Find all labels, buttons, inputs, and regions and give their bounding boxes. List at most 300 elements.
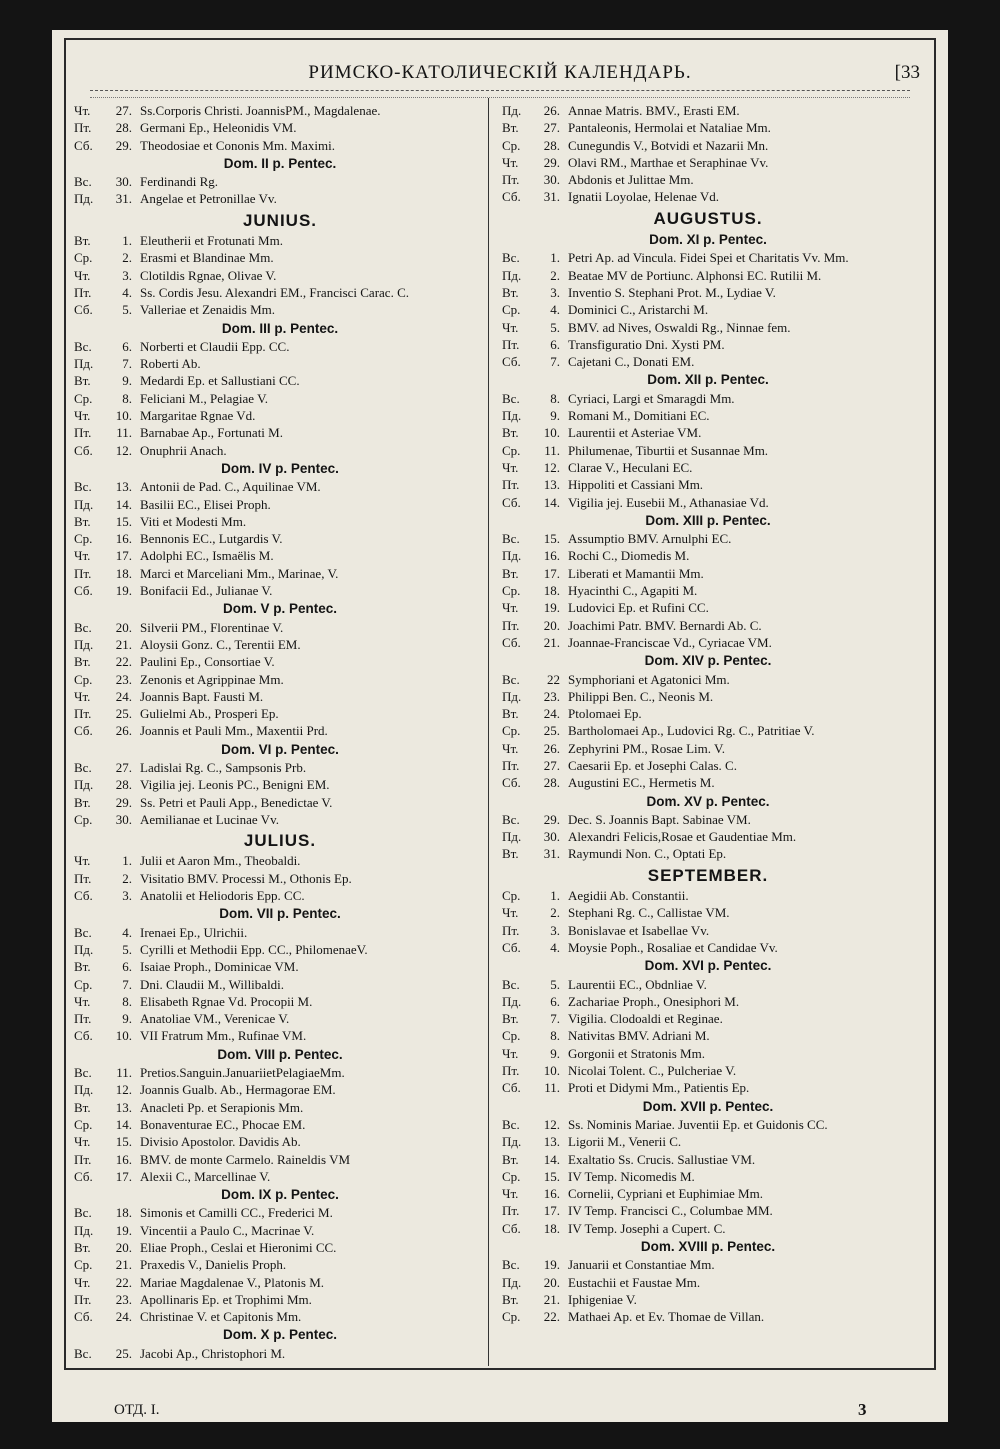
day-number: 19. [543, 1257, 560, 1273]
day-number: 17. [115, 1168, 132, 1184]
sunday-heading: Dom. XVI p. Pentec. [644, 958, 772, 974]
calendar-entry [502, 1202, 914, 1219]
saints-text: Nativitas BMV. Adriani M. [568, 1028, 710, 1044]
saints-text: Angelae et Petronillae Vv. [140, 191, 277, 207]
weekday-label: Вт. [74, 1240, 91, 1255]
day-number: 24. [543, 706, 560, 722]
day-number: 13. [543, 477, 560, 493]
weekday-label: Пд. [74, 356, 94, 372]
saints-text: Laurentii EC., Obdnliae V. [568, 976, 707, 992]
saints-text: Cornelii, Cypriani et Euphimiae Mm. [568, 1186, 763, 1202]
saints-text: Mariae Magdalenae V., Platonis M. [140, 1274, 325, 1290]
calendar-entry [502, 1220, 914, 1237]
day-number: 21. [115, 636, 132, 652]
header-ornament [90, 90, 910, 98]
weekday-label: Ср. [74, 671, 93, 687]
saints-text: Zachariae Proph., Onesiphori M. [568, 993, 740, 1009]
calendar-entry [502, 1062, 914, 1079]
calendar-entry [502, 740, 914, 757]
day-number: 1. [122, 853, 132, 869]
weekday-label: Вт. [502, 846, 519, 862]
weekday-label: Ср. [74, 976, 93, 992]
sunday-heading: Dom. XVII p. Pentec. [642, 1098, 774, 1114]
day-number: 28. [115, 120, 132, 136]
calendar-entry [502, 1274, 914, 1291]
section-label: ОТД. I. [114, 1402, 160, 1418]
calendar-entry [502, 424, 914, 441]
day-number: 30. [115, 174, 132, 190]
day-number: 29. [543, 811, 560, 827]
saints-text: Theodosiae et Cononis Mm. Maximi. [140, 137, 335, 153]
day-number: 9. [122, 1011, 132, 1027]
saints-text: Isaiae Proph., Dominicae VM. [140, 959, 299, 975]
day-number: 31. [543, 846, 560, 862]
calendar-entry [502, 154, 914, 171]
calendar-entry [502, 845, 914, 862]
saints-text: Roberti Ab. [140, 356, 201, 372]
calendar-entry [74, 338, 486, 355]
calendar-entry [502, 582, 914, 599]
saints-text: Marci et Marceliani Mm., Marinae, V. [140, 565, 339, 581]
saints-text: Aloysii Gonz. C., Terentii EM. [140, 636, 301, 652]
saints-text: Gorgonii et Stratonis Mm. [568, 1045, 705, 1061]
calendar-entry [502, 1116, 914, 1133]
saints-text: Bonislavae et Isabellae Vv. [568, 922, 710, 938]
day-number: 31. [543, 189, 560, 205]
weekday-label: Пт. [74, 120, 92, 136]
calendar-entry [502, 319, 914, 336]
weekday-label: Чт. [502, 459, 519, 475]
sunday-heading: Dom. III p. Pentec. [221, 320, 339, 336]
day-number: 27. [115, 103, 132, 118]
day-number: 20. [543, 1274, 560, 1290]
calendar-entry [502, 1027, 914, 1044]
saints-text: Divisio Apostolor. Davidis Ab. [140, 1134, 301, 1150]
day-number: 31. [115, 191, 132, 207]
saints-text: Ladislai Rg. C., Sampsonis Prb. [140, 759, 307, 775]
calendar-entry [502, 1168, 914, 1185]
day-number: 27. [543, 120, 560, 136]
weekday-label: Пд. [74, 1222, 94, 1238]
saints-text: Vigilia jej. Leonis PC., Benigni EM. [140, 777, 330, 793]
saints-text: Ferdinandi Rg. [140, 174, 218, 190]
saints-text: Jacobi Ap., Christophori M. [140, 1345, 286, 1361]
calendar-entry [502, 887, 914, 904]
day-number: 26. [543, 740, 560, 756]
saints-text: BMV. de monte Carmelo. Raineldis VM [140, 1151, 351, 1167]
saints-text: Gulielmi Ab., Prosperi Ep. [140, 706, 279, 722]
saints-text: Transfiguratio Dni. Xysti PM. [568, 336, 725, 352]
calendar-entry [502, 476, 914, 493]
weekday-label: Ср. [74, 250, 93, 266]
calendar-entry [74, 137, 486, 154]
calendar-entry [74, 1308, 486, 1325]
day-number: 16. [115, 1151, 132, 1167]
calendar-entry [74, 1222, 486, 1239]
day-number: 18. [115, 1205, 132, 1221]
calendar-entry [74, 284, 486, 301]
saints-text: Christinae V. et Capitonis Mm. [140, 1309, 302, 1325]
weekday-label: Пт. [74, 425, 92, 441]
weekday-label: Сб. [74, 723, 93, 739]
day-number: 13. [115, 1099, 132, 1115]
weekday-label: Вт. [74, 654, 91, 670]
saints-text: Alexii C., Marcellinae V. [140, 1168, 271, 1184]
weekday-label: Вт. [74, 233, 91, 249]
weekday-label: Ср. [502, 137, 521, 153]
weekday-label: Сб. [74, 1168, 93, 1184]
day-number: 26. [115, 723, 132, 739]
day-number: 2. [550, 905, 560, 921]
day-number: 12. [115, 442, 132, 458]
weekday-label: Вс. [502, 671, 520, 687]
weekday-label: Вт. [502, 706, 519, 722]
calendar-entry [502, 137, 914, 154]
calendar-page [52, 30, 948, 1422]
calendar-entry [502, 922, 914, 939]
sunday-heading: Dom. XIV p. Pentec. [644, 653, 772, 669]
weekday-label: Сб. [502, 189, 521, 205]
weekday-label: Сб. [74, 442, 93, 458]
day-number: 20. [115, 619, 132, 635]
weekday-label: Чт. [74, 548, 91, 564]
day-number: 14. [543, 1151, 560, 1167]
weekday-label: Ср. [502, 583, 521, 599]
day-number: 4. [122, 284, 132, 300]
column-divider [488, 98, 489, 1366]
weekday-label: Вт. [502, 284, 519, 300]
weekday-label: Пт. [502, 336, 520, 352]
sunday-heading: Dom. XIII p. Pentec. [645, 512, 771, 528]
calendar-entry [74, 794, 486, 811]
saints-text: Vigilia. Clodoaldi et Reginae. [568, 1011, 723, 1027]
calendar-entry [74, 565, 486, 582]
weekday-label: Чт. [74, 103, 91, 118]
day-number: 6. [122, 959, 132, 975]
calendar-entry [74, 173, 486, 190]
day-number: 5. [122, 941, 132, 957]
day-number: 30. [543, 172, 560, 188]
saints-text: Clotildis Rgnae, Olivae V. [140, 267, 277, 283]
day-number: 25. [115, 1345, 132, 1361]
saints-text: Augustini EC., Hermetis M. [568, 775, 715, 791]
weekday-label: Пт. [74, 284, 92, 300]
calendar-entry [74, 267, 486, 284]
weekday-label: Вс. [74, 479, 92, 495]
day-number: 7. [550, 1011, 560, 1027]
calendar-entry [502, 705, 914, 722]
calendar-entry [502, 1256, 914, 1273]
calendar-entry [74, 513, 486, 530]
weekday-label: Вт. [502, 1291, 519, 1307]
sunday-heading: Dom. VII p. Pentec. [219, 906, 341, 922]
sunday-heading: Dom. X p. Pentec. [222, 1327, 338, 1343]
weekday-label: Пт. [502, 757, 520, 773]
saints-text: Cyriaci, Largi et Smaragdi Mm. [568, 390, 735, 406]
weekday-label: Чт. [502, 905, 519, 921]
saints-text: Joannis Bapt. Fausti M. [140, 688, 264, 704]
calendar-entry [74, 478, 486, 495]
month-heading: SEPTEMBER. [647, 865, 769, 885]
day-number: 15. [543, 531, 560, 547]
sunday-heading: Dom. VIII p. Pentec. [217, 1046, 343, 1062]
calendar-entry [502, 722, 914, 739]
calendar-entry [74, 722, 486, 739]
day-number: 5. [122, 302, 132, 318]
saints-text: Dni. Claudii M., Willibaldi. [140, 976, 285, 992]
weekday-label: Ср. [502, 1168, 521, 1184]
weekday-label: Вс. [74, 759, 92, 775]
day-number: 28. [115, 777, 132, 793]
weekday-label: Вт. [74, 794, 91, 810]
calendar-entry [502, 249, 914, 266]
weekday-label: Пд. [74, 191, 94, 207]
calendar-entry [502, 774, 914, 791]
saints-text: Julii et Aaron Mm., Theobaldi. [140, 853, 301, 869]
day-number: 8. [550, 390, 560, 406]
saints-text: Ludovici Ep. et Rufini CC. [568, 600, 709, 616]
saints-text: Basilii EC., Elisei Proph. [140, 496, 271, 512]
calendar-entry [74, 1133, 486, 1150]
calendar-entry [74, 190, 486, 207]
footer-page-number: 3 [858, 1400, 867, 1419]
weekday-label: Сб. [502, 939, 521, 955]
weekday-label: Ср. [74, 811, 93, 827]
calendar-entry [74, 619, 486, 636]
day-number: 3. [550, 922, 560, 938]
saints-text: Feliciani M., Pelagiae V. [140, 390, 269, 406]
saints-text: Aegidii Ab. Constantii. [568, 888, 689, 904]
saints-text: Hippoliti et Cassiani Mm. [568, 477, 704, 493]
calendar-entry [502, 565, 914, 582]
day-number: 18. [543, 583, 560, 599]
weekday-label: Пт. [502, 922, 520, 938]
calendar-entry [502, 336, 914, 353]
saints-text: Rochi C., Diomedis M. [568, 548, 690, 564]
calendar-entry [74, 1116, 486, 1133]
calendar-entry [74, 119, 486, 136]
saints-text: Aemilianae et Lucinae Vv. [140, 811, 279, 827]
calendar-entry [74, 705, 486, 722]
saints-text: Joannae-Franciscae Vd., Cyriacae VM. [568, 634, 772, 650]
day-number: 8. [122, 390, 132, 406]
saints-text: Symphoriani et Agatonici Mm. [568, 671, 730, 687]
saints-text: Praxedis V., Danielis Proph. [140, 1257, 287, 1273]
calendar-entry [74, 1274, 486, 1291]
month-heading: JUNIUS. [242, 210, 318, 230]
saints-text: Joannis et Pauli Mm., Maxentii Prd. [140, 723, 328, 739]
day-number: 1. [550, 250, 560, 266]
weekday-label: Пд. [502, 267, 522, 283]
weekday-label: Вс. [502, 1257, 520, 1273]
saints-text: Zenonis et Agrippinae Mm. [140, 671, 284, 687]
calendar-entry [74, 941, 486, 958]
calendar-entry [74, 1010, 486, 1027]
calendar-entry [74, 887, 486, 904]
saints-text: Silverii PM., Florentinae V. [140, 619, 284, 635]
weekday-label: Сб. [74, 1309, 93, 1325]
day-number: 3. [122, 267, 132, 283]
calendar-entry [502, 617, 914, 634]
calendar-entry [74, 1204, 486, 1221]
weekday-label: Ср. [502, 888, 521, 904]
weekday-label: Пт. [502, 477, 520, 493]
day-number: 17. [115, 548, 132, 564]
day-number: 21. [543, 1291, 560, 1307]
page-title: РИМСКО-КАТОЛИЧЕСКІЙ КАЛЕНДАРЬ. [308, 62, 692, 83]
day-number: 29. [543, 154, 560, 170]
calendar-entry [502, 976, 914, 993]
weekday-label: Пд. [74, 941, 94, 957]
calendar-entry [502, 1079, 914, 1096]
calendar-entry [502, 757, 914, 774]
saints-text: Irenaei Ep., Ulrichii. [140, 924, 248, 940]
calendar-entry [74, 424, 486, 441]
month-heading: AUGUSTUS. [653, 208, 763, 228]
saints-text: Ligorii M., Venerii C. [568, 1134, 682, 1150]
weekday-label: Вс. [502, 531, 520, 547]
saints-text: Mathaei Ap. et Ev. Thomae de Villan. [568, 1309, 765, 1325]
calendar-entry [74, 249, 486, 266]
day-number: 16. [115, 531, 132, 547]
saints-text: Laurentii et Asteriae VM. [568, 425, 702, 441]
weekday-label: Ср. [502, 1309, 521, 1325]
weekday-label: Пд. [74, 636, 94, 652]
day-number: 2. [122, 870, 132, 886]
weekday-label: Ср. [74, 390, 93, 406]
day-number: 2. [550, 267, 560, 283]
weekday-label: Пт. [502, 1063, 520, 1079]
day-number: 28. [543, 137, 560, 153]
saints-text: Petri Ap. ad Vincula. Fidei Spei et Charitatis Vv. Mm. [568, 250, 849, 266]
day-number: 22 [547, 671, 560, 687]
sunday-heading: Dom. XI p. Pentec. [649, 232, 767, 248]
calendar-entry [74, 372, 486, 389]
saints-text: Eustachii et Faustae Mm. [568, 1274, 701, 1290]
saints-text: Inventio S. Stephani Prot. M., Lydiae V. [568, 284, 776, 300]
saints-text: Philippi Ben. C., Neonis M. [568, 688, 714, 704]
weekday-label: Пт. [74, 1151, 92, 1167]
weekday-label: Сб. [74, 137, 93, 153]
weekday-label: Вс. [74, 1065, 92, 1081]
day-number: 15. [115, 1134, 132, 1150]
saints-text: Cunegundis V., Botvidi et Nazarii Mn. [568, 137, 769, 153]
day-number: 3. [550, 284, 560, 300]
saints-text: Cajetani C., Donati EM. [568, 354, 695, 370]
day-number: 12. [115, 1082, 132, 1098]
saints-text: Margaritae Rgnae Vd. [140, 408, 256, 424]
calendar-entry [74, 688, 486, 705]
weekday-label: Сб. [502, 1080, 521, 1096]
saints-text: VII Fratrum Mm., Rufinae VM. [140, 1028, 307, 1044]
calendar-entry [74, 355, 486, 372]
calendar-entry [502, 267, 914, 284]
day-number: 11. [116, 425, 132, 441]
sunday-heading: Dom. II p. Pentec. [223, 155, 337, 171]
calendar-entry [502, 1151, 914, 1168]
day-number: 7. [550, 354, 560, 370]
calendar-entry [502, 828, 914, 845]
weekday-label: Пт. [502, 172, 520, 188]
saints-text: Cyrilli et Methodii Epp. CC., PhilomenaeV. [140, 941, 368, 957]
weekday-label: Чт. [502, 1045, 519, 1061]
calendar-entry [74, 1151, 486, 1168]
day-number: 9. [550, 1045, 560, 1061]
weekday-label: Чт. [502, 319, 519, 335]
weekday-label: Сб. [74, 1028, 93, 1044]
saints-text: Antonii de Pad. C., Aquilinae VM. [140, 479, 321, 495]
weekday-label: Чт. [74, 688, 91, 704]
calendar-entry [74, 407, 486, 424]
saints-text: Bennonis EC., Lutgardis V. [140, 531, 283, 547]
saints-text: BMV. ad Nives, Oswaldi Rg., Ninnae fem. [568, 319, 791, 335]
left-column [74, 102, 486, 1362]
saints-text: Anatolii et Heliodoris Epp. CC. [140, 888, 305, 904]
weekday-label: Вт. [502, 565, 519, 581]
calendar-entry [502, 993, 914, 1010]
calendar-entry [502, 1133, 914, 1150]
calendar-entry [74, 870, 486, 887]
weekday-label: Пд. [502, 1274, 522, 1290]
weekday-label: Вс. [502, 390, 520, 406]
day-number: 20. [115, 1240, 132, 1255]
calendar-entry [502, 494, 914, 511]
weekday-label: Вс. [74, 338, 92, 354]
page-number: [33 [894, 62, 920, 83]
saints-text: Joannis Gualb. Ab., Hermagorae EM. [140, 1082, 336, 1098]
calendar-entry [74, 301, 486, 318]
calendar-entry [74, 1064, 486, 1081]
saints-text: Pretios.Sanguin.JanuariietPelagiaeMm. [140, 1065, 345, 1081]
day-number: 6. [122, 338, 132, 354]
saints-text: Pantaleonis, Hermolai et Nataliae Mm. [568, 120, 771, 136]
day-number: 14. [115, 1116, 132, 1132]
calendar-entry [502, 671, 914, 688]
weekday-label: Пд. [502, 548, 522, 564]
day-number: 17. [543, 1203, 560, 1219]
weekday-label: Вт. [502, 1151, 519, 1167]
weekday-label: Сб. [74, 888, 93, 904]
weekday-label: Чт. [74, 853, 91, 869]
day-number: 7. [122, 356, 132, 372]
day-number: 4. [550, 302, 560, 318]
day-number: 27. [115, 759, 132, 775]
saints-text: Valleriae et Zenaidis Mm. [140, 302, 276, 318]
calendar-entry [74, 636, 486, 653]
calendar-entry [74, 958, 486, 975]
day-number: 14. [543, 494, 560, 510]
calendar-entry [502, 547, 914, 564]
saints-text: Assumptio BMV. Arnulphi EC. [568, 531, 732, 547]
saints-text: Elisabeth Rgnae Vd. Procopii M. [140, 993, 313, 1009]
saints-text: Onuphrii Anach. [140, 442, 227, 458]
saints-text: Viti et Modesti Mm. [140, 513, 247, 529]
day-number: 5. [550, 976, 560, 992]
saints-text: Adolphi EC., Ismaëlis M. [140, 548, 274, 564]
saints-text: Apollinaris Ep. et Trophimi Mm. [140, 1291, 312, 1307]
calendar-entry [502, 301, 914, 318]
calendar-entry [74, 547, 486, 564]
calendar-entry [74, 759, 486, 776]
saints-text: Exaltatio Ss. Crucis. Sallustiae VM. [568, 1151, 756, 1167]
saints-text: Romani M., Domitiani EC. [568, 408, 710, 424]
day-number: 1. [122, 233, 132, 249]
weekday-label: Вс. [74, 174, 92, 190]
day-number: 25. [115, 706, 132, 722]
day-number: 23. [115, 1291, 132, 1307]
weekday-label: Чт. [502, 740, 519, 756]
calendar-entry [74, 1239, 486, 1256]
